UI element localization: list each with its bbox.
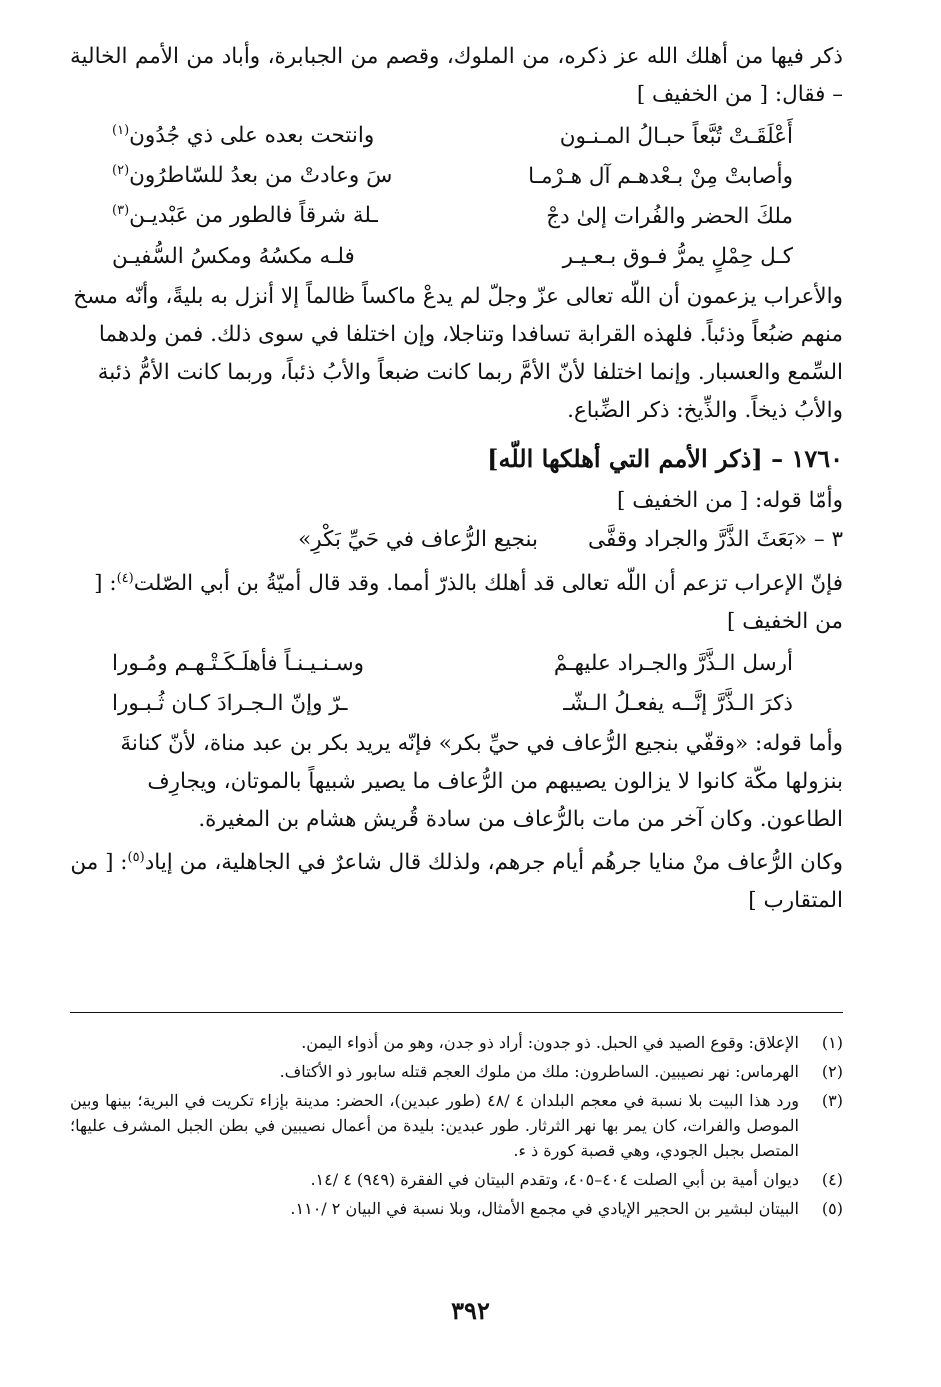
footnote (70, 1030, 843, 1055)
footnote (70, 1196, 843, 1221)
footnote (70, 1088, 843, 1163)
verse-hemistich: سَ وعادتْ من بعدُ للسّاطرُون (129, 163, 393, 189)
intro-paragraph: ذكر فيها من أهلك الله عز ذكره، من الملوك، وقصم من الجبابرة، وأباد من الأمم الخالية – فقال: [ من الخفيف ] (70, 44, 843, 107)
verse-hemistich: وأصابتْ مِنْ بـعْدهـم آل هـرْمـا (528, 163, 793, 189)
footnote-text: الهرماس: نهر نصيبين. الساطرون: ملك من ملوك العجم قتله سابور ذو الأكتاف. (279, 1062, 799, 1081)
paragraph-text: : [ من المتقارب ] (70, 850, 843, 914)
poem-2 (70, 643, 843, 723)
footnote-text: ديوان أمية بن أبي الصلت ٤٠٤–٤٠٥، وتقدم البيتان في الفقرة (٩٤٩) ٤ /١٤. (310, 1170, 799, 1189)
paragraph-text: وكان الرُّعاف منْ منايا جرهُم أيام جرهم، ولذلك قال شاعرٌ في الجاهلية، من إياد (144, 850, 843, 876)
paragraph: وأما قوله: «وقفّي بنجيع الرُّعاف في حيِّ بكر» فإنّه يريد بكر بن عبد مناة، لأنّ كنانةَ بنزولها مكّة كانوا لا يزالون يصيبهم من الرُّعاف ما يصير شبيهاً بالموتان، ويجارِف الطاعون. وكان آخر من مات بالرُّعاف من سادة قُريش هشام بن المغيرة. (120, 731, 843, 833)
paragraph: وأمّا قوله: [ من الخفيف ] (617, 488, 843, 513)
verse-line (70, 683, 843, 723)
verse-hemistich: فلـه مكسُهُ ومكسُ السُّفيـن (112, 243, 355, 269)
footnote-number: (١) (821, 1033, 843, 1052)
footnote-number: (٤) (821, 1170, 843, 1189)
footnotes (70, 1030, 843, 1225)
verse-hemistich: وسـنـيـنـاً فأهلَـكَـتْـهـم ومُـورا (112, 650, 364, 676)
page-number: ٣٩٢ (451, 1296, 490, 1325)
paragraph (70, 560, 843, 641)
footnote-number: (٣) (821, 1091, 843, 1110)
footnote-text: البيتان لبشير بن الحجير الإيادي في مجمع الأمثال، وبلا نسبة في البيان ٢ /١١٠. (290, 1199, 799, 1218)
verse-hemistich: ذكرَ الـذَّرَّ إنَّــه يفعـلُ الـشّـ (563, 690, 793, 716)
footnote-text: ورد هذا البيت بلا نسبة في معجم البلدان ٤ /٤٨ (طور عبدين)، الحضر: مدينة بإزاء تكريت في البرية؛ بينها وبين الموصل والفرات، كان يمر بها نهر الثرثار. طور عبدين: بليدة من أعمال نصيبين في بطن الجبل المشرف عليها؛ المتصل بجبل الجودي، وهي قصبة كورة ﺫ ﺀ. (70, 1091, 800, 1160)
verse-line (70, 196, 843, 236)
footnote-ref: (٣) (112, 203, 130, 219)
page-body (70, 38, 843, 920)
verse-hemistich: وانتحت بعده على ذي جُدُون (129, 123, 375, 149)
section-heading: ١٧٦٠ – [ذكر الأمم التي أهلكها اللّه] (487, 444, 843, 473)
verse-hemistich: كـل حِمْلٍ يمرُّ فـوق بـعـيـر (562, 243, 793, 269)
footnote-ref: (٥) (127, 850, 145, 866)
verse-hemistich: أرسل الـذَّرَّ والجـراد عليهـمْ (553, 650, 793, 676)
verse-hemistich: ٣ – «بَعَثَ الذَّرَّ والجراد وقفَّى (588, 527, 843, 552)
verse-line (70, 236, 843, 276)
paragraph-text: فإنّ الإعراب تزعم أن اللّه تعالى قد أهلك بالذرّ أمما. وقد قال أميّةُ بن أبي الصّلت (133, 571, 843, 597)
verse-hemistich: ملكَ الحضر والفُرات إلىٰ دجْ (546, 203, 793, 229)
footnote-separator (70, 1012, 843, 1013)
verse-hemistich: أَعْلَقَـتْ تُبَّعاً حبـالُ المـنـون (559, 123, 793, 149)
paragraph (70, 839, 843, 920)
footnote (70, 1059, 843, 1084)
footnote-ref: (٢) (112, 163, 130, 179)
verse-line (70, 520, 843, 560)
poem-1 (70, 116, 843, 276)
verse-hemistich: ـلة شرقاً فالطور من عَبْديـن (129, 203, 378, 229)
paragraph: والأعراب يزعمون أن اللّه تعالى عزّ وجلّ لم يدعْ ماكساً ظالماً إلا أنزل به بليةً، وأنّه مسخ منهم ضبُعاً وذئباً. فلهذه القرابة تسافدا وتناجلا، وإن اختلفا في سوى ذلك. فمن ولدهما السِّمع والعسبار. وإنما اختلفا لأنّ الأمَّ ربما كانت ضبعاً والأبُ ذئباً، وربما كانت الأمُّ ذئبة والأبُ ذيخاً. والذِّيخ: ذكر الضِّباع. (73, 284, 843, 423)
footnote (70, 1167, 843, 1192)
verse-line (70, 116, 843, 156)
footnote-ref: (٤) (116, 571, 134, 586)
verse-line (70, 156, 843, 196)
footnote-number: (٥) (821, 1199, 843, 1218)
verse-hemistich: بنجيع الرُّعاف في حَيِّ بَكْرِ» (298, 527, 539, 552)
footnote-ref: (١) (112, 123, 130, 139)
footnote-number: (٢) (821, 1062, 843, 1081)
verse-line (70, 643, 843, 683)
footnote-text: الإعلاق: وقوع الصيد في الحبل. ذو جدون: أراد ذو جدن، وهو من أذواء اليمن. (301, 1033, 799, 1052)
paragraph-text: : [ من الخفيف ] (94, 571, 843, 635)
verse-hemistich: ـرّ وإنّ الـجـرادَ كـان ثُـبـورا (112, 690, 348, 716)
